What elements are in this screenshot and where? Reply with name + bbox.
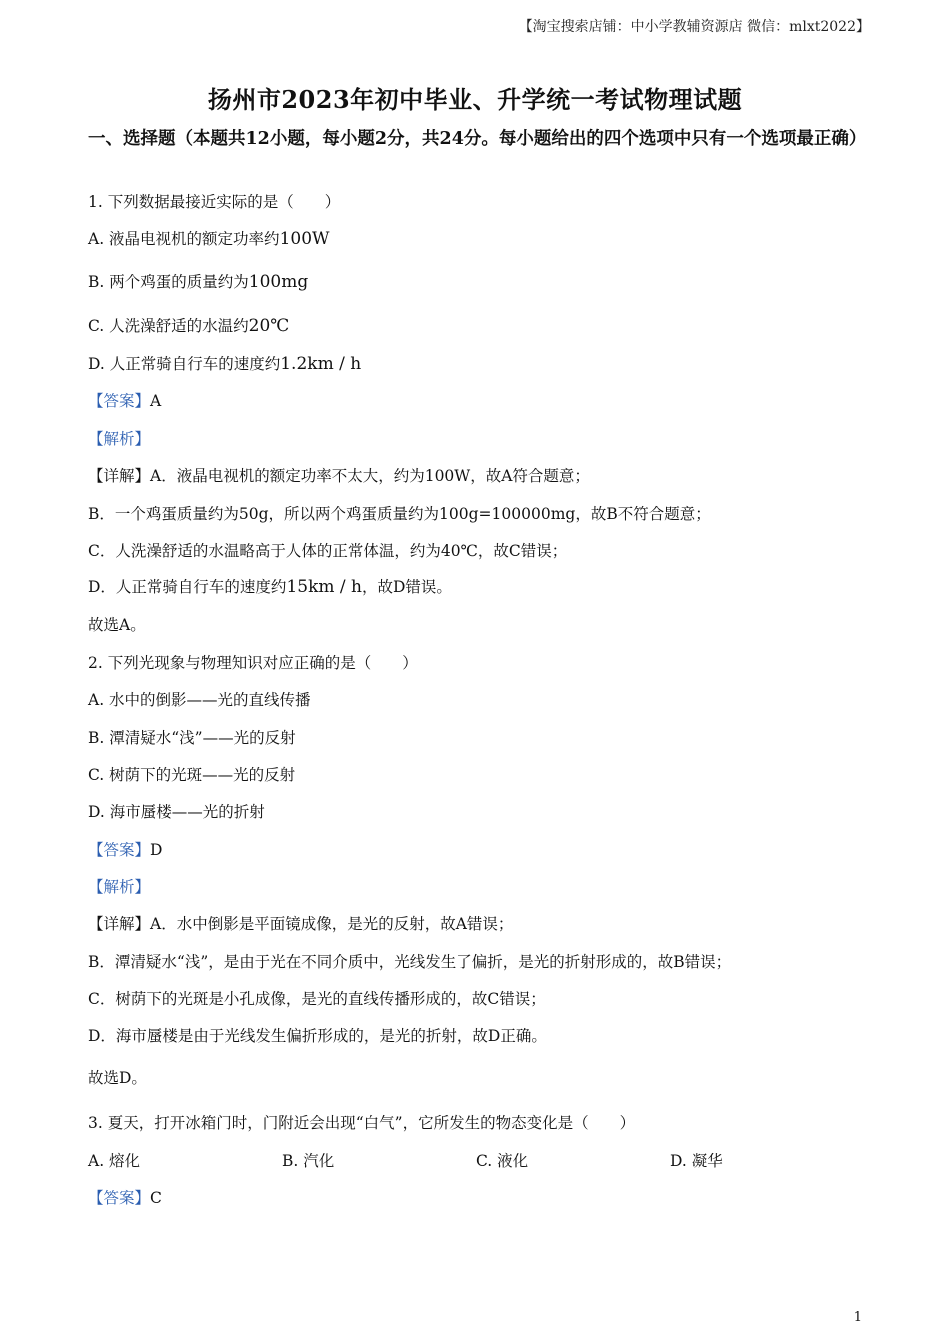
q2-detail-c: C．树荫下的光斑是小孔成像，是光的直线传播形成的，故C错误； — [88, 990, 546, 1008]
q3-answer — [88, 1186, 162, 1208]
q1-detail-a-text: A．液晶电视机的额定功率不太大，约为100W，故A符合题意； — [150, 467, 590, 485]
q1-answer-value: A — [150, 392, 162, 410]
q1-detail-c: C．人洗澡舒适的水温略高于人体的正常体温，约为40℃，故C错误； — [88, 542, 568, 560]
q1-option-b-text: B. 两个鸡蛋的质量约为 — [88, 273, 249, 291]
header-note: 【淘宝搜索店铺：中小学教辅资源店 微信：mlxt2022】 — [518, 19, 870, 35]
q1-option-c-text: C. 人洗澡舒适的水温约 — [88, 317, 249, 335]
q2-option-a: A. 水中的倒影——光的直线传播 — [88, 691, 311, 709]
analysis-tag: 【解析】 — [88, 430, 151, 448]
q3-option-d: D. 凝华 — [670, 1152, 723, 1170]
q2-option-b: B. 潭清疑水“浅”——光的反射 — [88, 729, 296, 747]
answer-tag: 【答案】 — [88, 392, 151, 410]
q2-detail-b: B．潭清疑水“浅”，是由于光在不同介质中，光线发生了偏折，是光的折射形成的，故B错误； — [88, 953, 732, 971]
q2-detail-a-text: A．水中倒影是平面镜成像，是光的反射，故A错误； — [150, 915, 514, 933]
detail-tag: 【详解】 — [88, 467, 151, 485]
q1-option-a — [88, 227, 329, 249]
answer-tag: 【答案】 — [88, 1189, 151, 1207]
q3-option-b: B. 汽化 — [282, 1152, 335, 1170]
q2-choose: 故选D。 — [88, 1069, 147, 1087]
q1-answer — [88, 389, 161, 411]
q2-stem: 2. 下列光现象与物理知识对应正确的是（ ） — [88, 654, 418, 672]
q3-option-a: A. 熔化 — [88, 1152, 141, 1170]
section-heading: 一、选择题（本题共12小题，每小题2分，共24分。每小题给出的四个选项中只有一个选项最正确） — [88, 129, 867, 149]
q1-option-a-value: 100W — [279, 229, 330, 249]
q1-detail-d-post: ，故D错误。 — [361, 578, 452, 596]
q1-detail-d-value: 15km / h — [286, 577, 362, 597]
q1-detail-a — [88, 464, 590, 486]
q1-option-d-text: D. 人正常骑自行车的速度约 — [88, 355, 281, 373]
q1-detail-b: B．一个鸡蛋质量约为50g，所以两个鸡蛋质量约为100g=100000mg，故B不符合题意； — [88, 505, 711, 523]
q1-analysis — [88, 427, 150, 449]
q1-option-a-text: A. 液晶电视机的额定功率约 — [88, 230, 280, 248]
q1-choose: 故选A。 — [88, 616, 146, 634]
q3-answer-value: C — [150, 1189, 162, 1207]
q2-option-c: C. 树荫下的光斑——光的反射 — [88, 766, 296, 784]
detail-tag: 【详解】 — [88, 915, 151, 933]
q1-option-d-value: 1.2km / h — [280, 354, 362, 374]
q2-detail-d: D．海市蜃楼是由于光线发生偏折形成的，是光的折射，故D正确。 — [88, 1027, 547, 1045]
q1-option-d — [88, 352, 361, 374]
q2-answer-value: D — [150, 841, 163, 859]
q2-analysis — [88, 875, 150, 897]
q3-stem: 3. 夏天，打开冰箱门时，门附近会出现“白气”，它所发生的物态变化是（ ） — [88, 1114, 636, 1132]
q2-detail-a — [88, 912, 513, 934]
q2-option-d: D. 海市蜃楼——光的折射 — [88, 803, 265, 821]
q3-options — [88, 1149, 868, 1173]
q1-detail-d — [88, 575, 452, 597]
answer-tag: 【答案】 — [88, 841, 151, 859]
page-title: 扬州市2023年初中毕业、升学统一考试物理试题 — [207, 85, 743, 114]
q1-stem: 1. 下列数据最接近实际的是（ ） — [88, 193, 341, 211]
q3-option-c: C. 液化 — [476, 1152, 529, 1170]
q1-option-c-value: 20℃ — [248, 316, 290, 336]
q1-option-b-value: 100mg — [248, 272, 309, 292]
q1-detail-d-pre: D．人正常骑自行车的速度约 — [88, 578, 287, 596]
q1-option-b — [88, 270, 308, 292]
q2-answer — [88, 838, 162, 860]
q1-option-c — [88, 314, 289, 336]
analysis-tag: 【解析】 — [88, 878, 151, 896]
page-number: 1 — [853, 1310, 862, 1325]
